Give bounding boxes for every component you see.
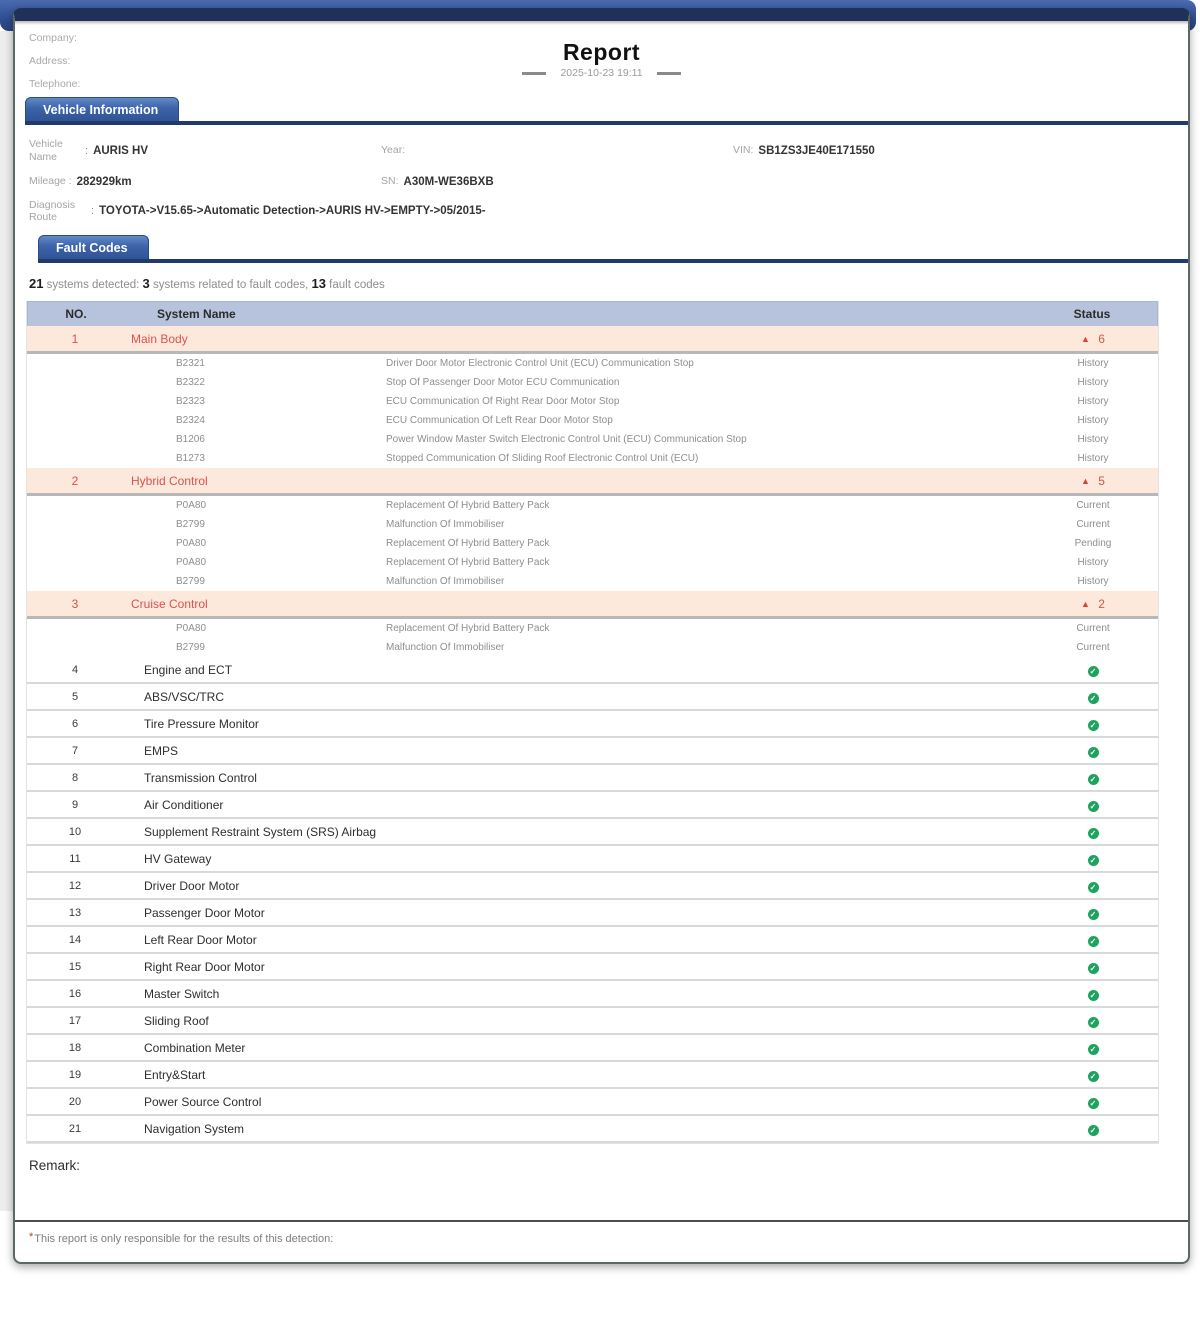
ok-icon: ✓ bbox=[1088, 1098, 1099, 1109]
system-row bbox=[27, 591, 1158, 619]
vin-value: SB1ZS3JE40E171550 bbox=[758, 144, 875, 157]
fault-description: Power Window Master Switch Electronic Control Unit (ECU) Communication Stop bbox=[386, 434, 747, 445]
fault-code: B2323 bbox=[176, 396, 205, 407]
fault-count: 2 bbox=[1094, 596, 1105, 611]
system-status bbox=[1028, 769, 1158, 787]
ok-icon: ✓ bbox=[1088, 693, 1099, 704]
ok-icon: ✓ bbox=[1088, 828, 1099, 839]
vehicle-name-label: Vehicle Name bbox=[29, 138, 63, 163]
fault-status: History bbox=[1077, 396, 1109, 407]
system-status bbox=[1028, 688, 1158, 706]
system-name: HV Gateway bbox=[144, 851, 212, 866]
fault-summary bbox=[15, 263, 1188, 301]
system-name: ABS/VSC/TRC bbox=[144, 689, 225, 704]
system-no: 20 bbox=[68, 1095, 82, 1108]
system-no: 17 bbox=[68, 1014, 82, 1027]
fault-codes-count: 13 bbox=[311, 276, 326, 291]
warning-icon: ▲ bbox=[1081, 333, 1090, 344]
fault-code: P0A80 bbox=[176, 623, 207, 634]
fault-code: P0A80 bbox=[176, 557, 207, 568]
system-row bbox=[27, 738, 1158, 765]
system-no: 14 bbox=[68, 933, 82, 946]
fault-code-row bbox=[27, 534, 1158, 553]
fault-code-row bbox=[27, 392, 1158, 411]
fault-code-row bbox=[27, 638, 1158, 657]
system-status bbox=[1028, 958, 1158, 976]
fault-status: Current bbox=[1076, 623, 1110, 634]
fault-description: Replacement Of Hybrid Battery Pack bbox=[386, 538, 550, 549]
summary-text: systems related to fault codes, bbox=[149, 279, 312, 291]
system-name: Supplement Restraint System (SRS) Airbag bbox=[144, 824, 377, 839]
ok-icon: ✓ bbox=[1088, 1071, 1099, 1082]
system-no: 3 bbox=[71, 596, 79, 611]
fault-code-row bbox=[27, 354, 1158, 373]
fault-code-row bbox=[27, 515, 1158, 534]
tab-vehicle-information: Vehicle Information bbox=[25, 97, 179, 121]
system-row bbox=[27, 1116, 1158, 1143]
fault-status: History bbox=[1077, 434, 1109, 445]
fault-description: Malfunction Of Immobiliser bbox=[386, 576, 505, 587]
mileage-label: Mileage : bbox=[29, 175, 72, 188]
disclaimer-text: This report is only responsible for the results of this detection: bbox=[34, 1233, 334, 1245]
fault-status: Current bbox=[1076, 500, 1110, 511]
report-datetime: 2025-10-23 19:11 bbox=[560, 67, 643, 79]
system-name: Hybrid Control bbox=[131, 473, 208, 488]
system-no: 15 bbox=[68, 960, 82, 973]
fault-status: History bbox=[1077, 358, 1109, 369]
fault-codes-section-header bbox=[38, 235, 1188, 263]
sn-label: SN: bbox=[381, 175, 399, 188]
system-status bbox=[1028, 1012, 1158, 1030]
ok-icon: ✓ bbox=[1088, 1125, 1099, 1136]
fault-code-row bbox=[27, 496, 1158, 515]
system-status bbox=[1028, 595, 1158, 613]
tab-fault-codes: Fault Codes bbox=[38, 235, 149, 259]
telephone-label: Telephone: bbox=[29, 78, 81, 90]
system-status bbox=[1028, 330, 1158, 348]
system-status bbox=[1028, 796, 1158, 814]
summary-text: systems detected: bbox=[43, 279, 143, 291]
system-row bbox=[27, 657, 1158, 684]
fault-description: Driver Door Motor Electronic Control Unit (ECU) Communication Stop bbox=[386, 358, 694, 369]
system-row bbox=[27, 711, 1158, 738]
system-row bbox=[27, 954, 1158, 981]
system-status bbox=[1028, 877, 1158, 895]
system-row bbox=[27, 819, 1158, 846]
mileage-value: 282929km bbox=[76, 175, 132, 188]
fault-code-row bbox=[27, 553, 1158, 572]
fault-codes-table bbox=[26, 301, 1159, 1144]
system-name: Navigation System bbox=[144, 1121, 245, 1136]
fault-status: History bbox=[1077, 415, 1109, 426]
system-status bbox=[1028, 850, 1158, 868]
system-no: 12 bbox=[68, 879, 82, 892]
system-name: Master Switch bbox=[144, 986, 220, 1001]
fault-description: Malfunction Of Immobiliser bbox=[386, 519, 505, 530]
ok-icon: ✓ bbox=[1088, 963, 1099, 974]
system-name: Transmission Control bbox=[144, 770, 257, 785]
vehicle-information-section-header bbox=[25, 97, 1188, 125]
ok-icon: ✓ bbox=[1088, 774, 1099, 785]
system-no: 21 bbox=[68, 1122, 82, 1135]
fault-code: B2321 bbox=[176, 358, 205, 369]
ok-icon: ✓ bbox=[1088, 990, 1099, 1001]
system-status bbox=[1028, 715, 1158, 733]
fault-description: Stopped Communication Of Sliding Roof Electronic Control Unit (ECU) bbox=[386, 453, 699, 464]
system-row bbox=[27, 900, 1158, 927]
ok-icon: ✓ bbox=[1088, 801, 1099, 812]
system-no: 4 bbox=[71, 663, 79, 676]
system-name: Tire Pressure Monitor bbox=[144, 716, 259, 731]
fault-code: B2799 bbox=[176, 576, 205, 587]
system-no: 5 bbox=[71, 690, 79, 703]
remark-label: Remark: bbox=[29, 1158, 81, 1173]
system-row bbox=[27, 684, 1158, 711]
system-status bbox=[1028, 985, 1158, 1003]
system-status bbox=[1028, 1039, 1158, 1057]
separator: : bbox=[85, 144, 89, 157]
system-row bbox=[27, 873, 1158, 900]
fault-code: B2322 bbox=[176, 377, 205, 388]
system-row bbox=[27, 1008, 1158, 1035]
system-no: 13 bbox=[68, 906, 82, 919]
report-card bbox=[13, 8, 1190, 1264]
system-name: Air Conditioner bbox=[144, 797, 224, 812]
company-label: Company: bbox=[29, 32, 77, 44]
diagnosis-route-label: Diagnosis Route bbox=[29, 198, 76, 223]
systems-detected-count: 21 bbox=[29, 276, 44, 291]
fault-status: Current bbox=[1076, 519, 1110, 530]
ok-icon: ✓ bbox=[1088, 666, 1099, 677]
sn-value: A30M-WE36BXB bbox=[403, 175, 494, 188]
fault-code-row bbox=[27, 449, 1158, 468]
system-name: Driver Door Motor bbox=[144, 878, 240, 893]
fault-description: Stop Of Passenger Door Motor ECU Communication bbox=[386, 377, 620, 388]
fault-code: B2799 bbox=[176, 642, 205, 653]
system-name: Sliding Roof bbox=[144, 1013, 209, 1028]
fault-status: History bbox=[1077, 557, 1109, 568]
fault-description: ECU Communication Of Right Rear Door Motor Stop bbox=[386, 396, 620, 407]
system-name: Entry&Start bbox=[144, 1067, 206, 1082]
system-row bbox=[27, 326, 1158, 354]
warning-icon: ▲ bbox=[1081, 598, 1090, 609]
system-no: 8 bbox=[71, 771, 79, 784]
fault-description: Replacement Of Hybrid Battery Pack bbox=[386, 557, 550, 568]
system-no: 1 bbox=[71, 331, 79, 346]
fault-description: ECU Communication Of Left Rear Door Motor Stop bbox=[386, 415, 613, 426]
system-row bbox=[27, 765, 1158, 792]
vehicle-information-fields bbox=[15, 125, 1188, 235]
ok-icon: ✓ bbox=[1088, 720, 1099, 731]
fault-table-header-row bbox=[27, 301, 1158, 326]
column-header-status: Status bbox=[1073, 307, 1111, 321]
ok-icon: ✓ bbox=[1088, 882, 1099, 893]
fault-code-row bbox=[27, 373, 1158, 392]
fault-systems-count: 3 bbox=[142, 276, 150, 291]
column-header-no: NO. bbox=[65, 307, 87, 321]
system-name: EMPS bbox=[144, 743, 179, 758]
system-no: 16 bbox=[68, 987, 82, 1000]
column-header-system-name: System Name bbox=[157, 307, 236, 321]
system-row bbox=[27, 1089, 1158, 1116]
system-status bbox=[1028, 742, 1158, 760]
system-name: Combination Meter bbox=[144, 1040, 246, 1055]
system-no: 18 bbox=[68, 1041, 82, 1054]
fault-code: P0A80 bbox=[176, 500, 207, 511]
report-header bbox=[15, 25, 1188, 97]
system-status bbox=[1028, 661, 1158, 679]
fault-description: Replacement Of Hybrid Battery Pack bbox=[386, 500, 550, 511]
date-decoration-right bbox=[657, 72, 681, 75]
year-label: Year: bbox=[381, 144, 406, 157]
system-no: 7 bbox=[71, 744, 79, 757]
ok-icon: ✓ bbox=[1088, 909, 1099, 920]
system-row bbox=[27, 1062, 1158, 1089]
system-name: Passenger Door Motor bbox=[144, 905, 265, 920]
system-no: 10 bbox=[68, 825, 82, 838]
fault-code-row bbox=[27, 572, 1158, 591]
fault-status: History bbox=[1077, 453, 1109, 464]
fault-code: B1273 bbox=[176, 453, 205, 464]
fault-status: History bbox=[1077, 576, 1109, 587]
fault-code: B2799 bbox=[176, 519, 205, 530]
page-title: Report bbox=[562, 39, 641, 65]
system-status bbox=[1028, 904, 1158, 922]
fault-count: 6 bbox=[1094, 331, 1105, 346]
vehicle-name-value: AURIS HV bbox=[93, 144, 149, 157]
diagnosis-route-value: TOYOTA->V15.65->Automatic Detection->AURIS HV->EMPTY->05/2015- bbox=[99, 205, 486, 217]
system-no: 2 bbox=[71, 473, 79, 488]
fault-code: B1206 bbox=[176, 434, 205, 445]
fault-code-row bbox=[27, 430, 1158, 449]
ok-icon: ✓ bbox=[1088, 855, 1099, 866]
fault-table-body bbox=[27, 326, 1158, 1143]
separator: : bbox=[91, 205, 95, 217]
system-status bbox=[1028, 472, 1158, 490]
system-row bbox=[27, 468, 1158, 496]
system-row bbox=[27, 927, 1158, 954]
system-no: 11 bbox=[69, 852, 81, 865]
warning-icon: ▲ bbox=[1081, 475, 1090, 486]
ok-icon: ✓ bbox=[1088, 936, 1099, 947]
system-row bbox=[27, 792, 1158, 819]
system-row bbox=[27, 1035, 1158, 1062]
summary-text: fault codes bbox=[325, 279, 385, 291]
system-no: 9 bbox=[71, 798, 79, 811]
page-left-gutter bbox=[0, 31, 13, 1211]
system-name: Main Body bbox=[131, 331, 188, 346]
fault-count: 5 bbox=[1094, 473, 1105, 488]
report-disclaimer bbox=[15, 1220, 1188, 1262]
date-decoration-left bbox=[522, 72, 546, 75]
system-status bbox=[1028, 1066, 1158, 1084]
system-name: Left Rear Door Motor bbox=[144, 932, 257, 947]
system-status bbox=[1028, 823, 1158, 841]
system-name: Right Rear Door Motor bbox=[144, 959, 265, 974]
system-name: Cruise Control bbox=[131, 596, 208, 611]
fault-description: Replacement Of Hybrid Battery Pack bbox=[386, 623, 550, 634]
system-status bbox=[1028, 1093, 1158, 1111]
system-no: 6 bbox=[71, 717, 79, 730]
fault-status: Pending bbox=[1074, 538, 1112, 549]
fault-code: B2324 bbox=[176, 415, 205, 426]
fault-code-row bbox=[27, 619, 1158, 638]
system-status bbox=[1028, 1120, 1158, 1138]
fault-code: P0A80 bbox=[176, 538, 207, 549]
ok-icon: ✓ bbox=[1088, 1017, 1099, 1028]
required-asterisk: * bbox=[29, 1231, 34, 1243]
system-no: 19 bbox=[68, 1068, 82, 1081]
system-status bbox=[1028, 931, 1158, 949]
fault-status: Current bbox=[1076, 642, 1110, 653]
system-name: Engine and ECT bbox=[144, 662, 233, 677]
system-row bbox=[27, 846, 1158, 873]
ok-icon: ✓ bbox=[1088, 747, 1099, 758]
fault-description: Malfunction Of Immobiliser bbox=[386, 642, 505, 653]
address-label: Address: bbox=[29, 55, 71, 67]
ok-icon: ✓ bbox=[1088, 1044, 1099, 1055]
system-row bbox=[27, 981, 1158, 1008]
system-name: Power Source Control bbox=[144, 1094, 262, 1109]
fault-status: History bbox=[1077, 377, 1109, 388]
vin-label: VIN: bbox=[733, 144, 754, 157]
fault-code-row bbox=[27, 411, 1158, 430]
